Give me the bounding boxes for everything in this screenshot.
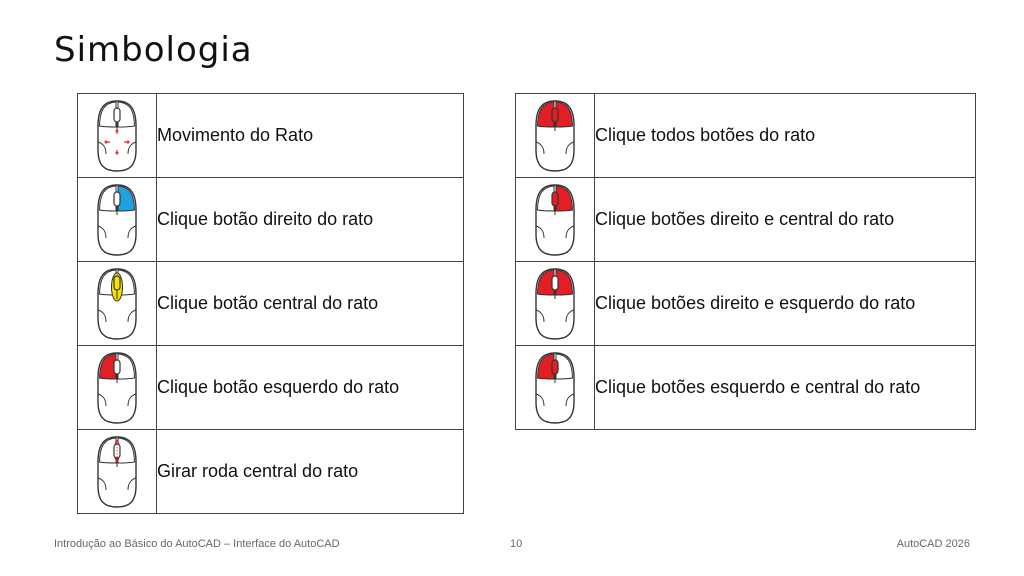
symbol-label: Clique botões direito e central do rato — [595, 178, 976, 262]
symbol-label: Clique todos botões do rato — [595, 94, 976, 178]
symbol-label: Clique botão esquerdo do rato — [157, 346, 464, 430]
table-row — [78, 262, 464, 346]
mouse-all-buttons-icon — [532, 98, 578, 174]
table-row — [78, 178, 464, 262]
table-row — [516, 94, 976, 178]
mouse-middle-click-icon — [94, 266, 140, 342]
mouse-left-click-icon — [94, 350, 140, 426]
symbol-label: Clique botões direito e esquerdo do rato — [595, 262, 976, 346]
footer-product: AutoCAD 2026 — [896, 538, 970, 550]
table-row — [78, 346, 464, 430]
symbol-label: Clique botão central do rato — [157, 262, 464, 346]
footer-page-number: 10 — [510, 538, 523, 550]
table-row — [516, 178, 976, 262]
mouse-move-icon — [94, 98, 140, 174]
symbol-table-left — [77, 93, 464, 514]
mouse-right-middle-click-icon — [532, 182, 578, 258]
symbol-label: Clique botão direito do rato — [157, 178, 464, 262]
table-row — [78, 94, 464, 178]
table-row — [78, 430, 464, 514]
symbol-table-right — [515, 93, 976, 430]
table-row — [516, 262, 976, 346]
footer-course-title: Introdução ao Básico do AutoCAD – Interface do AutoCAD — [54, 538, 340, 550]
mouse-right-left-click-icon — [532, 266, 578, 342]
symbol-label: Clique botões esquerdo e central do rato — [595, 346, 976, 430]
mouse-right-click-icon — [94, 182, 140, 258]
mouse-wheel-scroll-icon — [94, 434, 140, 510]
table-row — [516, 346, 976, 430]
mouse-left-middle-click-icon — [532, 350, 578, 426]
symbol-label: Girar roda central do rato — [157, 430, 464, 514]
symbol-label: Movimento do Rato — [157, 94, 464, 178]
page-title: Simbologia — [54, 30, 253, 70]
